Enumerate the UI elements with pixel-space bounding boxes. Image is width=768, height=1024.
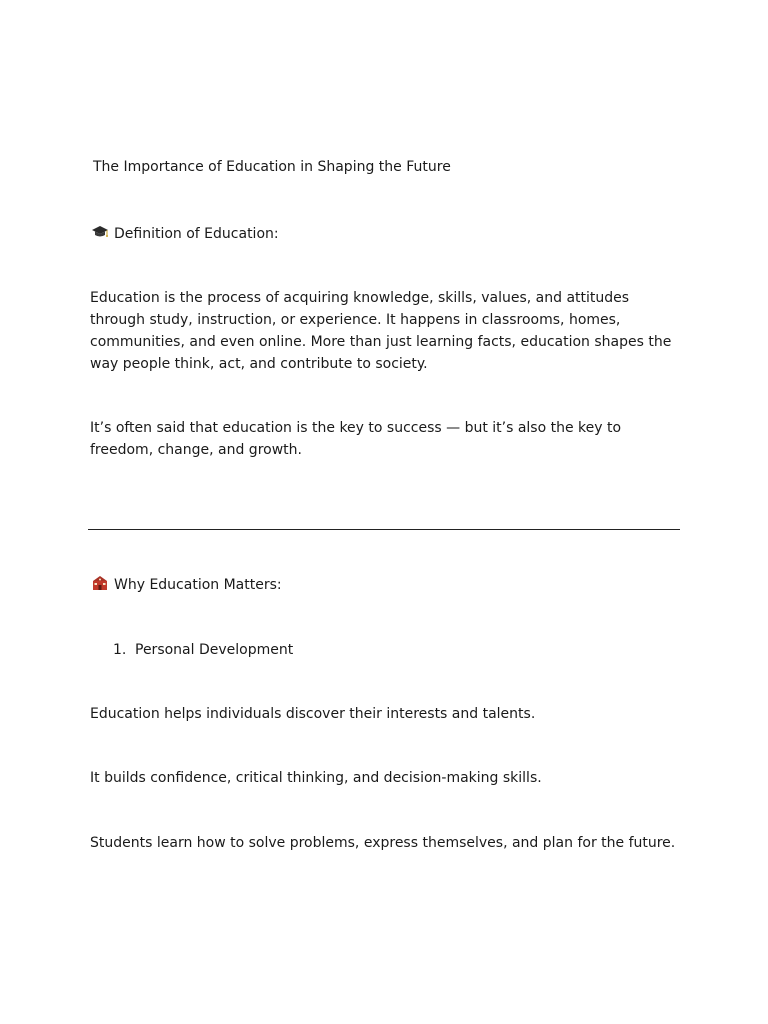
definition-paragraph-1: Education is the process of acquiring knowledge, skills, values, and attitudes through study, instruction, or experience. It happens in classrooms, homes, communities, and even online. More than just learning facts, education shapes the way people think, act, and contribute to society. (90, 290, 672, 372)
horizontal-divider (88, 529, 680, 530)
list-item (113, 639, 293, 661)
why-heading (91, 574, 282, 596)
list-item-number: 1. (113, 642, 127, 658)
list-item-label: Personal Development (135, 642, 294, 658)
definition-heading (91, 223, 279, 245)
definition-heading-label: Definition of Education: (114, 226, 279, 242)
definition-paragraph-2: It’s often said that education is the key to success — but it’s also the key to freedom, change, and growth. (90, 420, 622, 458)
why-point-3: Students learn how to solve problems, express themselves, and plan for the future. (90, 835, 676, 851)
why-point-1: Education helps individuals discover their interests and talents. (90, 706, 536, 722)
graduation-cap-icon (91, 223, 109, 241)
why-heading-label: Why Education Matters: (114, 577, 282, 593)
document-title: The Importance of Education in Shaping the Future (93, 159, 451, 175)
why-point-2: It builds confidence, critical thinking, and decision-making skills. (90, 770, 542, 786)
school-building-icon (91, 574, 109, 592)
